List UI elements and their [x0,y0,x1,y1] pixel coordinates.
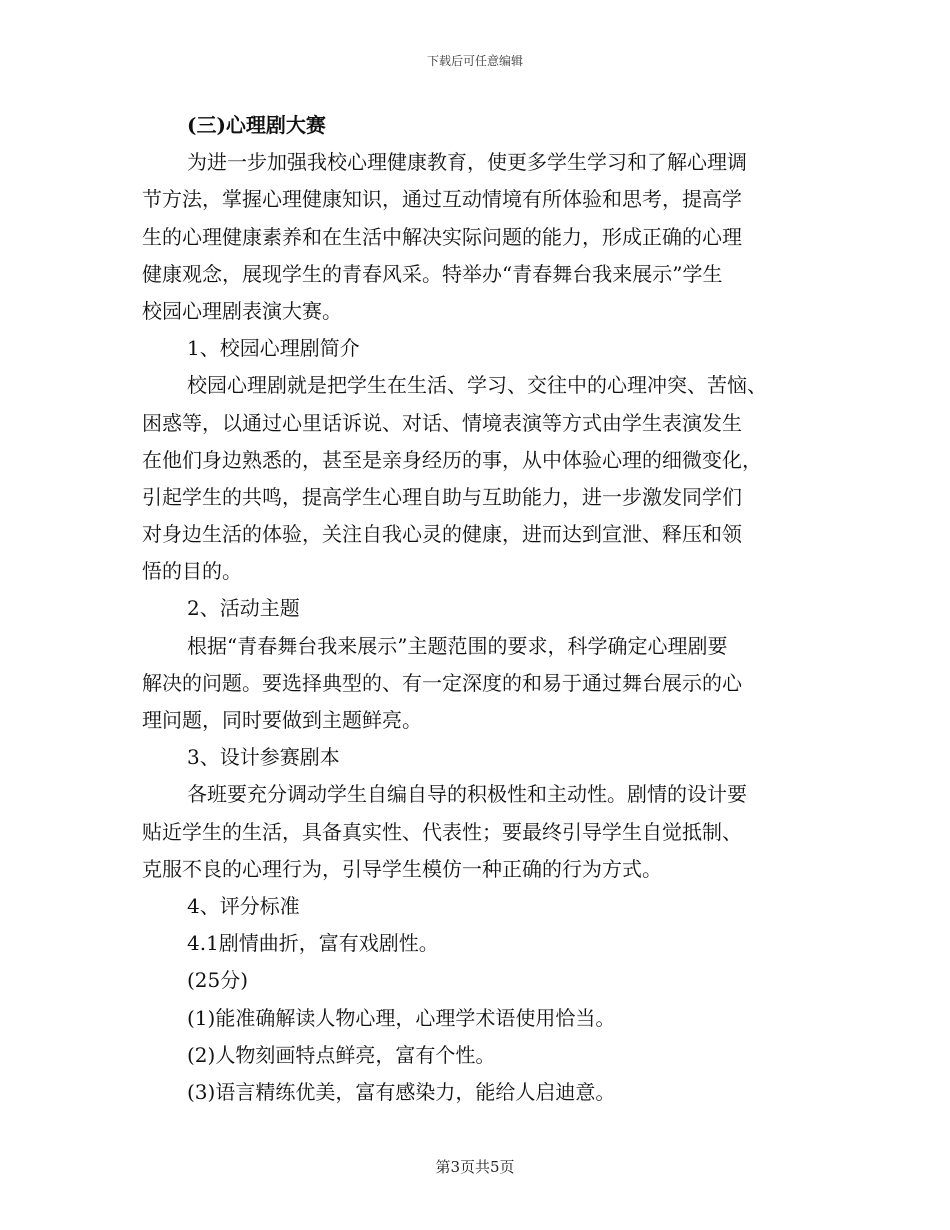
text-line: 各班要充分调动学生自编自导的积极性和主动性。剧情的设计要 [187,782,747,807]
text-line: (2)人物刻画特点鲜亮，富有个性。 [187,1042,496,1067]
page-footer: 第3页共5页 [435,1158,515,1176]
text-line: 校园心理剧就是把学生在生活、学习、交往中的心理冲突、苦恼、 [187,373,767,398]
text-line: (1)能准确解读人物心理，心理学术语使用恰当。 [187,1005,616,1030]
text-line: 引起学生的共鸣，提高学生心理自助与互助能力，进一步激发同学们 [142,484,742,509]
text-line: (25分) [187,968,249,993]
text-line: 4.1剧情曲折，富有戏剧性。 [187,931,439,956]
text-line: 贴近学生的生活，具备真实性、代表性；要最终引导学生自觉抵制、 [142,819,742,844]
document-body [142,107,810,1111]
text-line: 困惑等，以通过心里话诉说、对话、情境表演等方式由学生表演发生 [142,410,742,435]
text-line: 健康观念，展现学生的青春风采。特举办“青春舞台我来展示”学生 [142,261,723,286]
text-line: 理问题，同时要做到主题鲜亮。 [142,708,422,732]
text-line: 3、设计参赛剧本 [187,745,340,770]
text-line: 校园心理剧表演大赛。 [142,298,342,323]
text-line: 为进一步加强我校心理健康教育，使更多学生学习和了解心理调 [187,150,747,175]
text-line: 对身边生活的体验，关注自我心灵的健康，进而达到宣泄、释压和领 [142,522,742,547]
text-line: 1、校园心理剧简介 [187,336,360,361]
text-line: 解决的问题。要选择典型的、有一定深度的和易于通过舞台展示的心 [142,670,742,695]
text-line: 2、活动主题 [187,596,300,621]
text-line: 生的心理健康素养和在生活中解决实际问题的能力，形成正确的心理 [142,224,742,249]
text-line: 4、评分标准 [187,893,300,918]
section-heading: (三)心理剧大赛 [187,113,326,137]
text-line: 根据“青春舞台我来展示”主题范围的要求，科学确定心理剧要 [187,633,728,658]
text-line: 在他们身边熟悉的，甚至是亲身经历的事，从中体验心理的细微变化， [142,447,762,472]
text-line: (3)语言精练优美，富有感染力，能给人启迪意。 [187,1079,616,1104]
text-line: 悟的目的。 [142,559,242,584]
text-line: 克服不良的心理行为，引导学生模仿一种正确的行为方式。 [142,856,662,881]
text-line: 节方法，掌握心理健康知识，通过互动情境有所体验和思考，提高学 [142,187,742,212]
page-header: 下载后可任意编辑 [426,54,523,68]
